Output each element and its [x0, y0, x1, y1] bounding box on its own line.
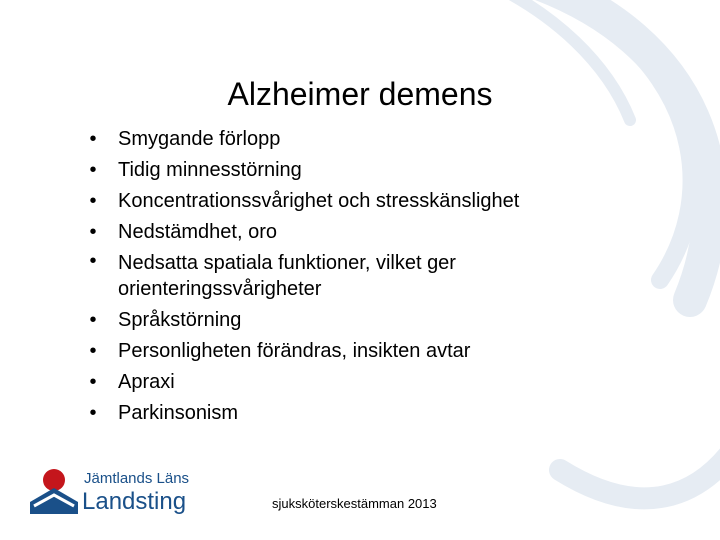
bullet-marker: •: [89, 402, 97, 424]
list-item-text: Parkinsonism: [118, 402, 239, 424]
bullet-marker: •: [89, 309, 97, 331]
list-item: [86, 305, 606, 336]
footer-text: sjuksköterskestämman 2013: [272, 496, 437, 511]
list-item-text: Språkstörning: [118, 309, 242, 331]
logo-text-line1: Jämtlands Läns: [84, 470, 190, 487]
list-item-text: Personligheten förändras, insikten avtar: [118, 340, 471, 362]
list-item-text: Koncentrationssvårighet och stresskänslighet: [118, 190, 520, 212]
list-item-text: Apraxi: [118, 371, 175, 393]
list-item: [86, 155, 606, 186]
list-item: [86, 248, 606, 305]
bullet-marker: •: [89, 190, 97, 212]
logo-text-line2: Landsting: [82, 488, 187, 515]
bullet-marker: •: [89, 159, 97, 181]
organization-logo: [28, 464, 198, 520]
list-item: [86, 124, 606, 155]
list-item: [86, 186, 606, 217]
list-item-text: Smygande förlopp: [118, 128, 281, 150]
bullet-marker: •: [89, 250, 97, 272]
list-item-text: Nedsatta spatiala funktioner, vilket ger orienteringssvårigheter: [118, 252, 456, 300]
bullet-list: [86, 124, 606, 429]
list-item: [86, 217, 606, 248]
list-item-text: Tidig minnesstörning: [118, 159, 302, 181]
bullet-marker: •: [89, 128, 97, 150]
list-item: [86, 398, 606, 429]
list-item-text: Nedstämdhet, oro: [118, 221, 277, 243]
bullet-marker: •: [89, 371, 97, 393]
list-item: [86, 367, 606, 398]
logo-emblem-icon: [28, 464, 80, 520]
list-item: [86, 336, 606, 367]
bullet-marker: •: [89, 340, 97, 362]
slide-title: Alzheimer demens: [227, 76, 493, 112]
bullet-marker: •: [89, 221, 97, 243]
